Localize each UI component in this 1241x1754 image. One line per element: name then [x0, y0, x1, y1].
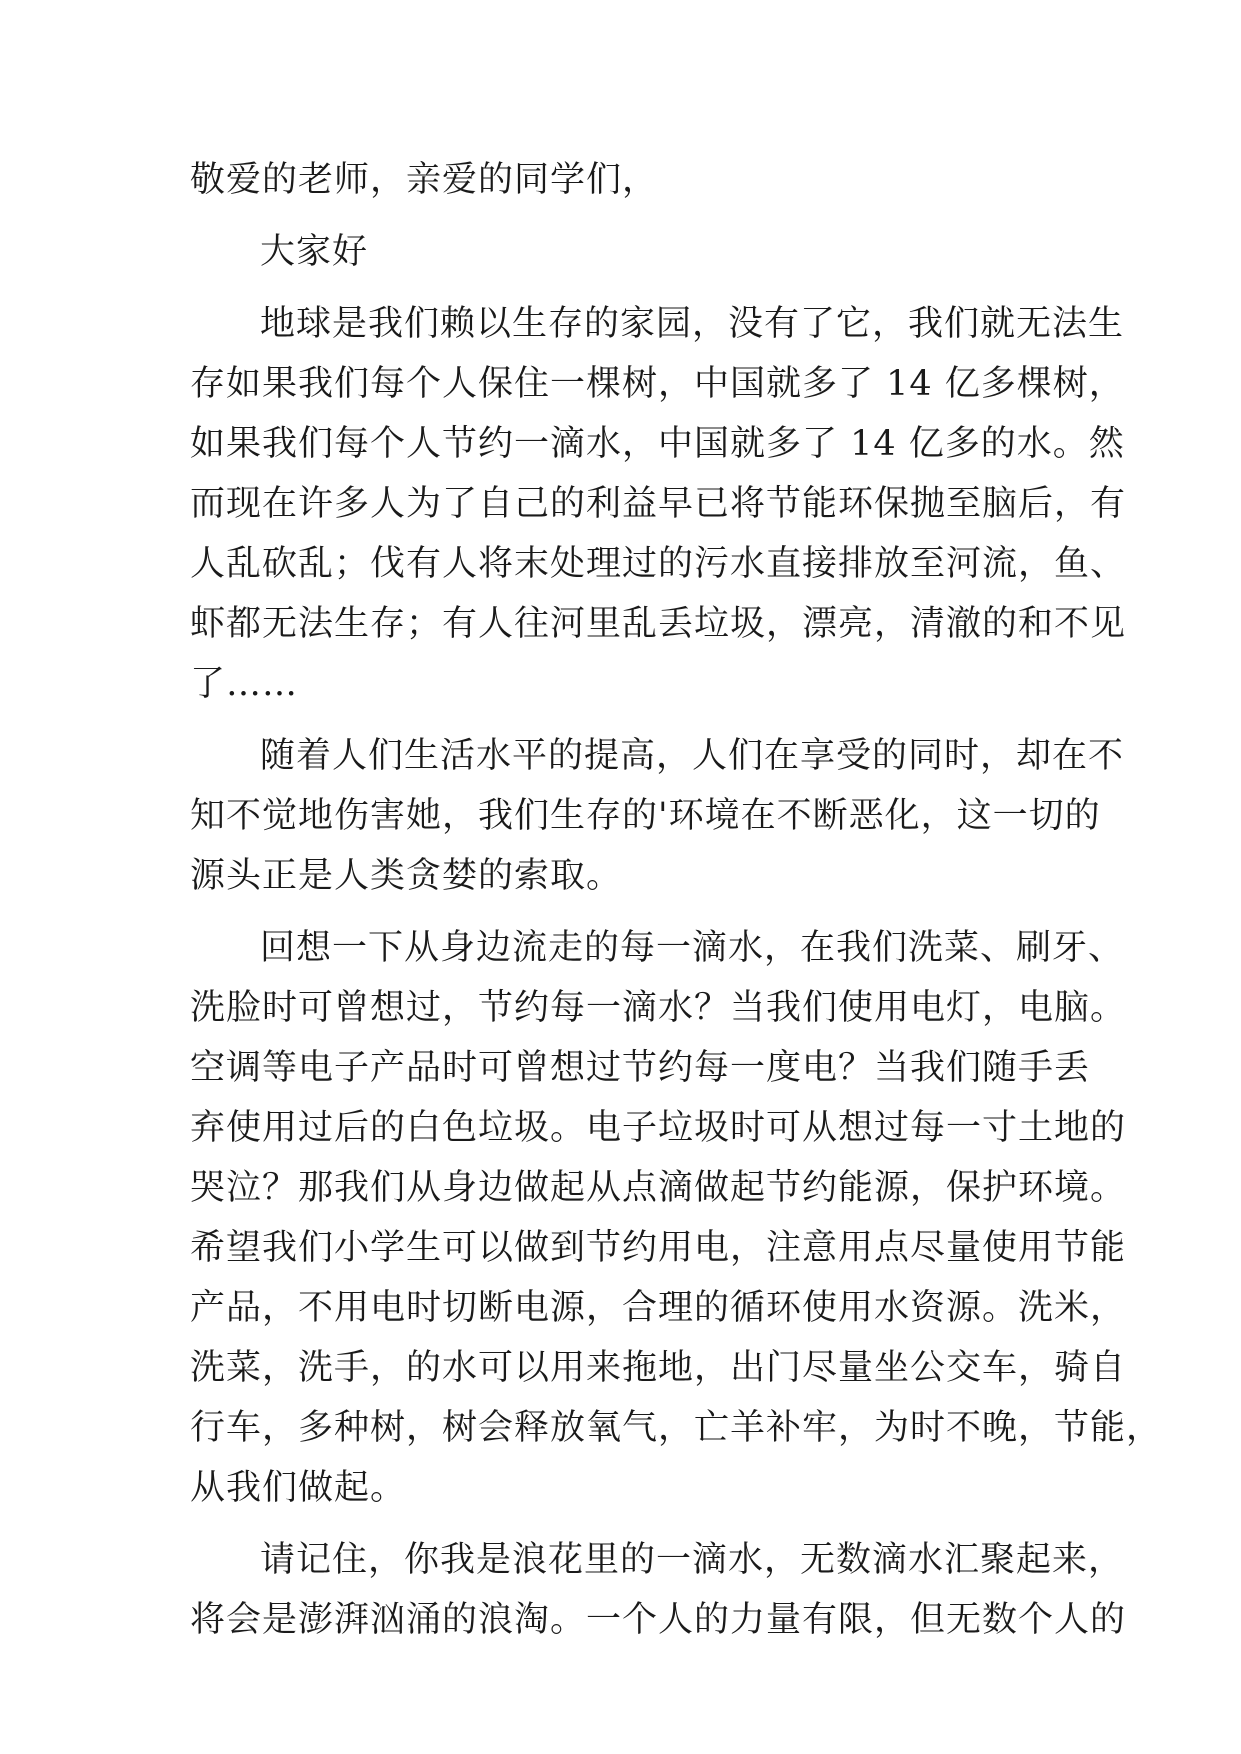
- paragraph-3-line: 希望我们小学生可以做到节约用电，注意用点尽量使用节能: [190, 1228, 1127, 1268]
- paragraph-3-line: 回想一下从身边流走的每一滴水，在我们洗菜、刷牙、: [260, 928, 1125, 968]
- paragraph-3-line: 弃使用过后的白色垃圾。电子垃圾时可从想过每一寸土地的: [190, 1108, 1127, 1148]
- paragraph-3-line: 洗菜，洗手，的水可以用来拖地，出门尽量坐公交车，骑自: [190, 1348, 1127, 1388]
- paragraph-1-line: 地球是我们赖以生存的家园，没有了它，我们就无法生: [260, 304, 1125, 344]
- paragraph-1-line: 虾都无法生存；有人往河里乱丢垃圾，漂亮，清澈的和不见: [190, 604, 1127, 644]
- paragraph-4-line: 将会是澎湃汹涌的浪淘。一个人的力量有限，但无数个人的: [190, 1600, 1127, 1640]
- paragraph-2-line: 源头正是人类贪婪的索取。: [190, 856, 623, 896]
- paragraph-3-line: 产品，不用电时切断电源，合理的循环使用水资源。洗米，: [190, 1288, 1127, 1328]
- paragraph-1-line: 而现在许多人为了自己的利益早已将节能环保抛至脑后，有: [190, 484, 1127, 524]
- paragraph-2-line: 随着人们生活水平的提高，人们在享受的同时，却在不: [260, 736, 1125, 776]
- greeting-line: 大家好: [260, 232, 369, 272]
- document-body: [190, 150, 1163, 1650]
- paragraph-1-line: 存如果我们每个人保住一棵树，中国就多了 14 亿多棵树，: [190, 364, 1125, 404]
- paragraph-1-line: 人乱砍乱；伐有人将末处理过的污水直接排放至河流，鱼、: [190, 544, 1127, 584]
- salutation-line: 敬爱的老师，亲爱的同学们，: [190, 160, 659, 200]
- paragraph-1-line: 如果我们每个人节约一滴水，中国就多了 14 亿多的水。然: [190, 424, 1125, 464]
- paragraph-4-line: 请记住，你我是浪花里的一滴水，无数滴水汇聚起来，: [260, 1540, 1125, 1580]
- paragraph-3-line: 行车，多种树，树会释放氧气，亡羊补牢，为时不晚，节能，: [190, 1408, 1163, 1448]
- paragraph-3-line: 从我们做起。: [190, 1468, 407, 1508]
- paragraph-3-line: 空调等电子产品时可曾想过节约每一度电？当我们随手丢: [190, 1048, 1091, 1088]
- paragraph-3-line: 洗脸时可曾想过，节约每一滴水？当我们使用电灯，电脑。: [190, 988, 1127, 1028]
- paragraph-1-line: 了……: [190, 664, 299, 704]
- paragraph-3-line: 哭泣？那我们从身边做起从点滴做起节约能源，保护环境。: [190, 1168, 1127, 1208]
- paragraph-2-line: 知不觉地伤害她，我们生存的'环境在不断恶化，这一切的: [190, 796, 1101, 836]
